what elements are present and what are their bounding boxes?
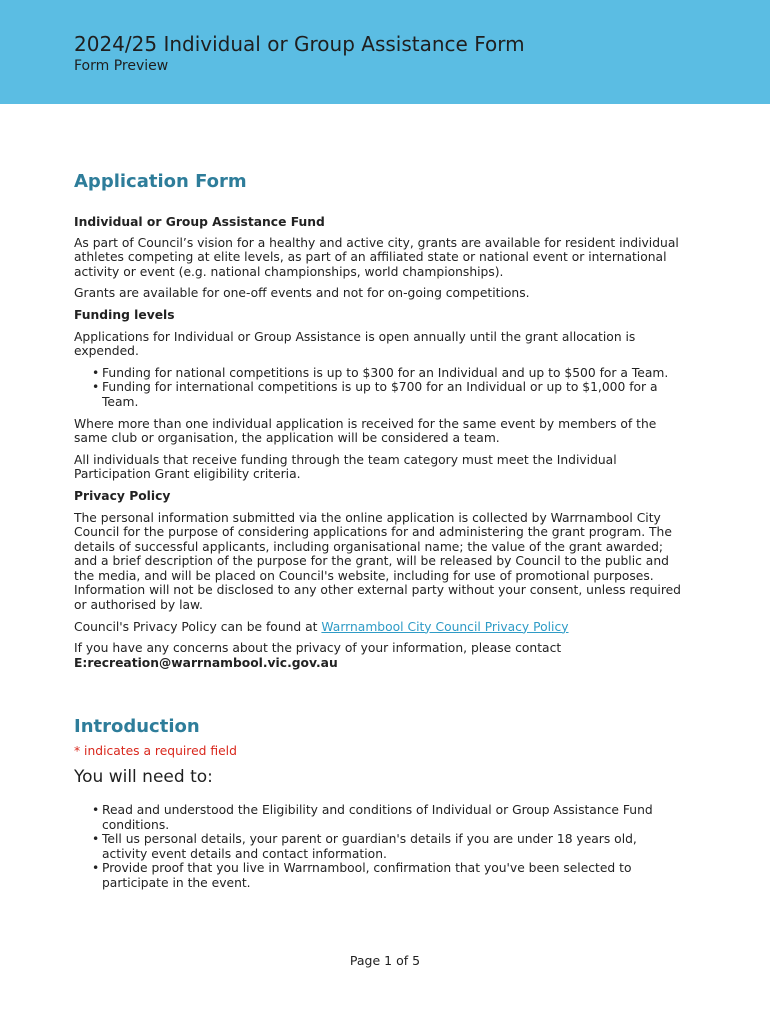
funding-levels-heading: Funding levels	[74, 307, 175, 322]
list-item: • Funding for international competitions is up to $700 for an Individual or up to $1,000 for a Team.	[98, 380, 684, 409]
privacy-policy-link[interactable]: Warrnambool City Council Privacy Policy	[321, 619, 569, 634]
form-header	[0, 0, 770, 104]
privacy-paragraph: The personal information submitted via the online application is collected by Warrnambool City Council for the purpose of considering applications for and administering the grant program. The details of successful applicants, including organisational name; the value of the grant awarded; and a brief description of the purpose for the grant, will be released by Council to the public and the media, and will be placed on Council's website, including for use of promotional purposes. Information will not be disclosed to any other external party without your consent, unless required or authorised by law.	[74, 510, 681, 613]
team-paragraph: Where more than one individual application is received for the same event by members of the same club or organisation, the application will be considered a team.	[74, 416, 657, 446]
fund-heading: Individual or Group Assistance Fund	[74, 215, 325, 229]
form-subtitle: Form Preview	[74, 58, 169, 74]
page-number: Page 1 of 5	[349, 953, 421, 968]
concerns-paragraph: If you have any concerns about the privacy of your information, please contact	[74, 641, 562, 656]
funding-paragraph: Applications for Individual or Group Assistance is open annually until the grant allocation is expended.	[74, 329, 636, 359]
privacy-heading: Privacy Policy	[74, 488, 171, 503]
you-will-need-title: You will need to:	[74, 767, 213, 788]
privacy-link-line	[74, 620, 684, 635]
form-title: 2024/25 Individual or Group Assistance Form	[74, 32, 525, 56]
list-item: • Tell us personal details, your parent or guardian's details if you are under 18 years old, activity event details and contact information.	[98, 832, 684, 861]
funding-list	[74, 366, 684, 410]
introduction-section-title: Introduction	[74, 716, 200, 738]
list-item: • Funding for national competitions is up to $300 for an Individual and up to $500 for a Team.	[98, 366, 684, 381]
contact-email: E:recreation@warrnambool.vic.gov.au	[74, 655, 338, 670]
application-section-title: Application Form	[74, 171, 247, 192]
fund-paragraph: As part of Council’s vision for a healthy and active city, grants are available for resident individual athletes competing at elite levels, as part of an affiliated state or national event or international activity or event (e.g. national championships, world championships).	[74, 235, 679, 279]
required-field-note: * indicates a required field	[74, 744, 237, 759]
form-content	[74, 170, 684, 891]
requirements-list	[74, 803, 684, 891]
list-item: • Read and understood the Eligibility and conditions of Individual or Group Assistance Fund conditions.	[98, 803, 684, 832]
fund-paragraph-2: Grants are available for one-off events and not for on-going competitions.	[74, 286, 530, 301]
team-paragraph-2: All individuals that receive funding through the team category must meet the Individual Participation Grant eligibility criteria.	[74, 452, 617, 482]
list-item: • Provide proof that you live in Warrnambool, confirmation that you've been selected to participate in the event.	[98, 861, 684, 890]
privacy-link-prefix: Council's Privacy Policy can be found at	[74, 619, 322, 634]
